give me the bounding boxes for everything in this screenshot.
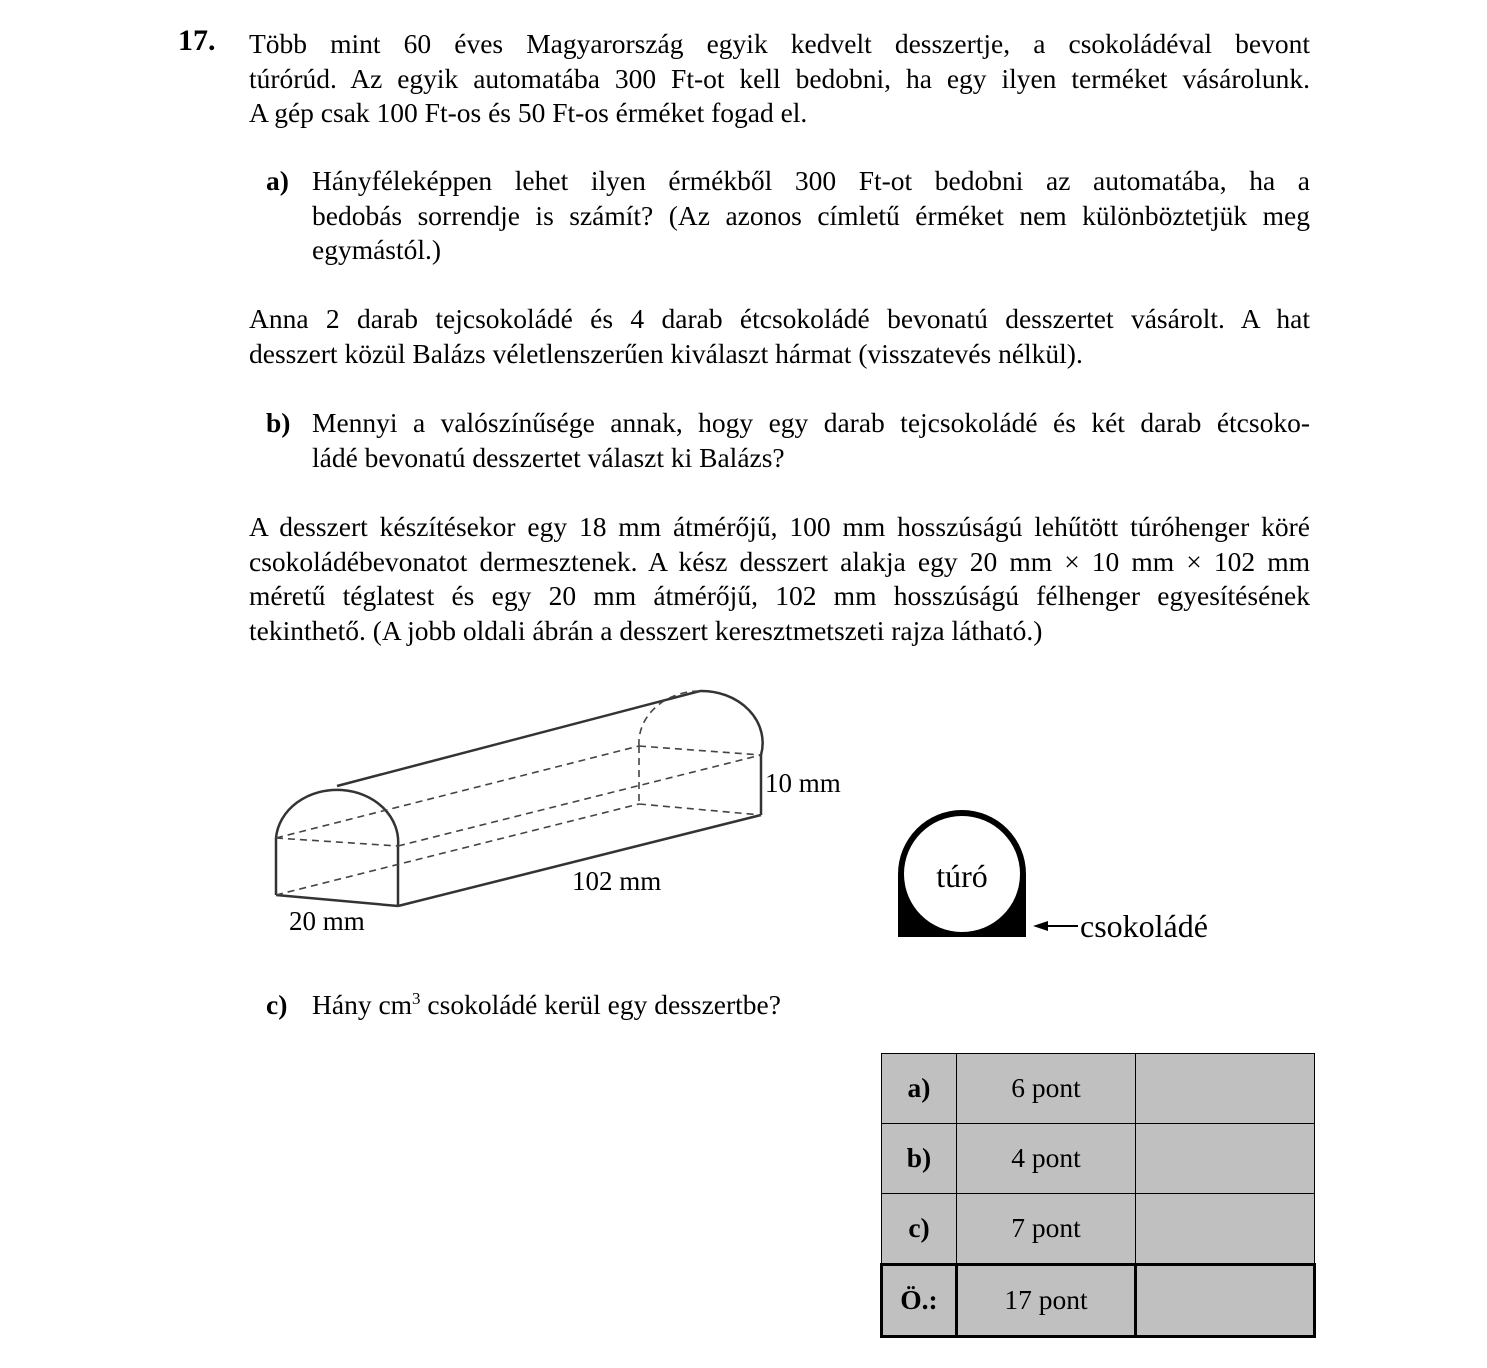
problem-intro: Több mint 60 éves Magyarország egyik kedvelt desszertje, a csokoládéval bevont túrórúd. Az egyik automatába 300 Ft-ot kell bedobni, ha egy ilyen terméket vásárolunk. A gép csak 100 Ft-os és 50 Ft-os érméket fogad el. [249,28,1310,128]
part-b-question: Mennyi a valószínűsége annak, hogy egy darab tejcsokoládé és két darab étcsoko- ládé bevonatú desszertet választ ki Balázs? [312,407,1310,473]
points-cell: 7 pont [957,1194,1136,1265]
part-cell: b) [882,1124,957,1194]
part-cell: a) [882,1054,957,1124]
part-c-question: Hány $cm^3$ csokoládé kerül egy desszertbe? [312,988,781,1020]
paragraph-anna: Anna 2 darab tejcsokoládé és 4 darab étcsokoládé bevonatú desszertet vásárolt. A hat desszert közül Balázs véletlenszerűen kiválaszt hármat (visszatevés nélkül). [249,303,1310,369]
front-arc [276,790,398,846]
back-bottom-edge-hidden [639,804,761,815]
problem-number: 17. [178,24,216,57]
part-a-label: a) [266,165,289,196]
label-csokolade: csokoládé [1080,908,1208,944]
long-edge-hidden-2 [398,755,761,846]
arrow-head-icon [1033,921,1048,931]
points-cell: 4 pont [957,1124,1136,1194]
total-points-cell: 17 pont [957,1265,1136,1337]
earned-cell [1136,1124,1315,1194]
long-edge-hidden-1 [276,746,639,838]
top-long-edge [337,691,700,786]
part-c-label: c) [266,989,288,1020]
table-row [882,1194,1315,1265]
earned-cell [1136,1054,1315,1124]
dessert-3d-figure [260,680,860,950]
cross-section-figure [880,790,1260,960]
score-table [880,1053,1316,1338]
label-height: 10 mm [765,768,841,798]
total-label-cell: Ö.: [882,1265,957,1337]
label-turo: túró [936,858,988,894]
front-bottom-edge [276,895,398,906]
earned-cell [1136,1194,1315,1265]
table-row [882,1054,1315,1124]
back-top-edge-hidden [639,746,761,755]
total-earned-cell [1136,1265,1315,1337]
part-a-question: Hányféleképpen lehet ilyen érmékből 300 Ft-ot bedobni az automatába, ha a bedobás sorrendje is számít? (Az azonos címletű érméket nem különböztetjük meg egymástól.) [312,165,1310,265]
label-length: 102 mm [572,866,662,896]
paragraph-dessert-description: A desszert készítésekor egy 18 mm átmérőjű, 100 mm hosszúságú lehűtött túróhenger köré csokoládébevonatot dermesztenek. A kész desszert alakja egy 20 mm × 10 mm × 102 mm méretű téglatest és egy 20 mm átmérőjű, 102 mm hosszúságú félhenger egyesítésének tekinthető. (A jobb oldali ábrán a desszert keresztmetszeti rajza látható.) [249,511,1310,646]
part-b-label: b) [266,407,291,438]
total-row [882,1265,1315,1337]
table-row [882,1124,1315,1194]
label-width: 20 mm [289,906,365,936]
part-cell: c) [882,1194,957,1265]
points-cell: 6 pont [957,1054,1136,1124]
back-arc [700,691,763,755]
front-top-edge-hidden [276,838,398,846]
